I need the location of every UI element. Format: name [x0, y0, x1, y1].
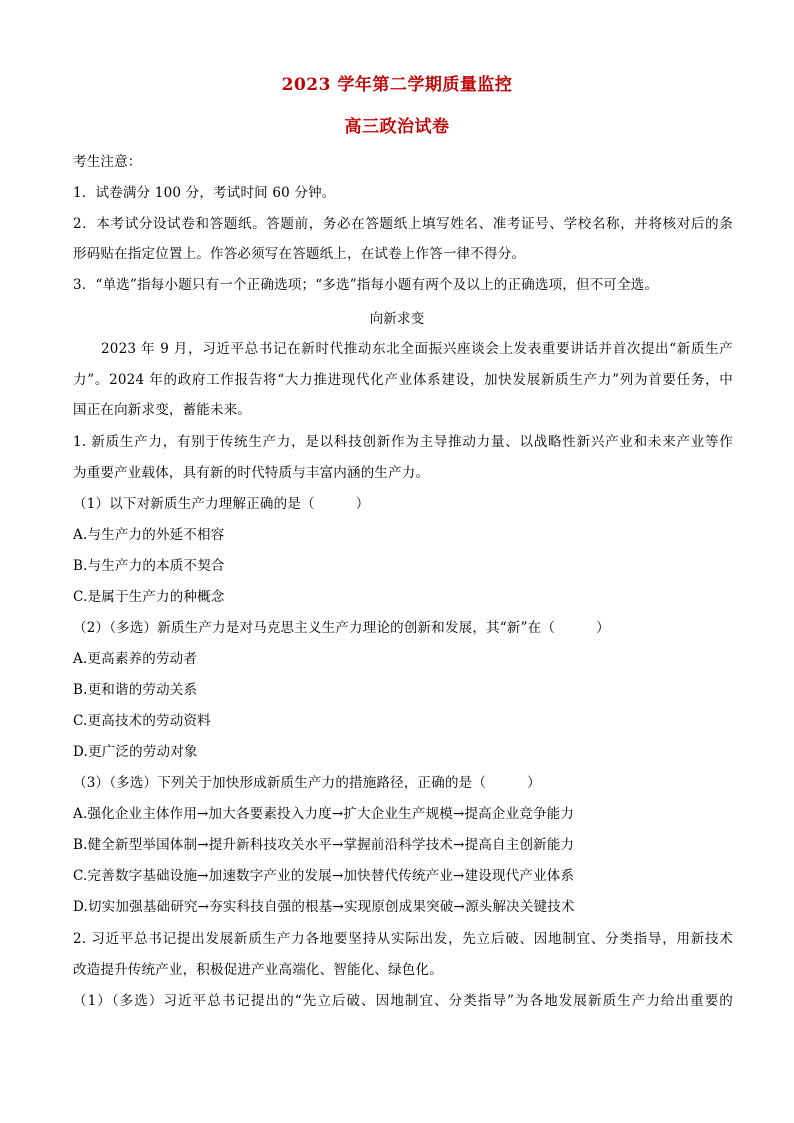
exam-subtitle: 高三政治试卷: [344, 117, 450, 137]
section-intro-line-2: 力”。2024 年的政府工作报告将“大力推进现代化产业体系建设，加快发展新质生产力”列为首要任务，中: [73, 372, 733, 388]
q1-sub3-option-c: C.完善数字基础设施→加速数字产业的发展→加快替代传统产业→建设现代产业体系: [73, 868, 575, 884]
notice-item-1: 1．试卷满分 100 分，考试时间 60 分钟。: [73, 185, 336, 201]
q1-sub1-option-b: B.与生产力的本质不契合: [73, 558, 225, 574]
exam-title: 2023 学年第二学期质量监控: [281, 75, 513, 95]
q1-sub2-option-b: B.更和谐的劳动关系: [73, 682, 198, 698]
q1-sub3-option-b: B.健全新型举国体制→提升新科技攻关水平→掌握前沿科学技术→提高自主创新能力: [73, 837, 575, 853]
q1-sub2-option-d: D.更广泛的劳动对象: [73, 744, 198, 760]
q1-stem-line-1: 1. 新质生产力，有别于传统生产力，是以科技创新作为主导推动力量、以战略性新兴产业和未来产业等作: [73, 434, 733, 450]
q2-stem-line-2: 改造提升传统产业，积极促进产业高端化、智能化、绿色化。: [73, 962, 443, 978]
q2-stem-line-1: 2. 习近平总书记提出发展新质生产力各地要坚持从实际出发，先立后破、因地制宜、分类指导，用新技术: [73, 931, 733, 947]
q1-sub3-prompt: （3）（多选）下列关于加快形成新质生产力的措施路径，正确的是（ ）: [73, 775, 541, 791]
section-title: 向新求变: [369, 311, 425, 327]
q1-sub3-option-a: A.强化企业主体作用→加大各要素投入力度→扩大企业生产规模→提高企业竞争能力: [73, 806, 575, 822]
notice-heading: 考生注意：: [73, 154, 142, 170]
q1-sub3-option-d: D.切实加强基础研究→夯实科技自强的根基→实现原创成果突破→源头解决关键技术: [73, 899, 575, 915]
section-intro-line-1: 2023 年 9 月，习近平总书记在新时代推动东北全面振兴座谈会上发表重要讲话并首次提出“新质生产: [101, 341, 733, 357]
notice-item-2-line-2: 形码贴在指定位置上。作答必须写在答题纸上，在试卷上作答一律不得分。: [73, 246, 526, 262]
q1-sub1-option-c: C.是属于生产力的种概念: [73, 589, 225, 605]
section-intro-line-3: 国正在向新求变，蓄能未来。: [73, 402, 252, 418]
q1-stem-line-2: 为重要产业载体，具有新的时代特质与丰富内涵的生产力。: [73, 465, 430, 481]
notice-item-3: 3．“单选”指每小题只有一个正确选项；“多选”指每小题有两个及以上的正确选项，但不可全选。: [73, 277, 659, 293]
q1-sub1-option-a: A.与生产力的外延不相容: [73, 527, 225, 543]
q1-sub2-option-a: A.更高素养的劳动者: [73, 651, 198, 667]
q1-sub2-prompt: （2）（多选）新质生产力是对马克思主义生产力理论的创新和发展，其“新”在（ ）: [73, 620, 610, 636]
q1-sub2-option-c: C.更高技术的劳动资料: [73, 713, 211, 729]
q2-sub1-prompt: （1）（多选）习近平总书记提出的“先立后破、因地制宜、分类指导”为各地发展新质生产力给出重要的: [73, 993, 733, 1009]
notice-item-2-line-1: 2．本考试分设试卷和答题纸。答题前，务必在答题纸上填写姓名、准考证号、学校名称，并将核对后的条: [73, 216, 733, 232]
q1-sub1-prompt: （1）以下对新质生产力理解正确的是（ ）: [73, 496, 370, 512]
